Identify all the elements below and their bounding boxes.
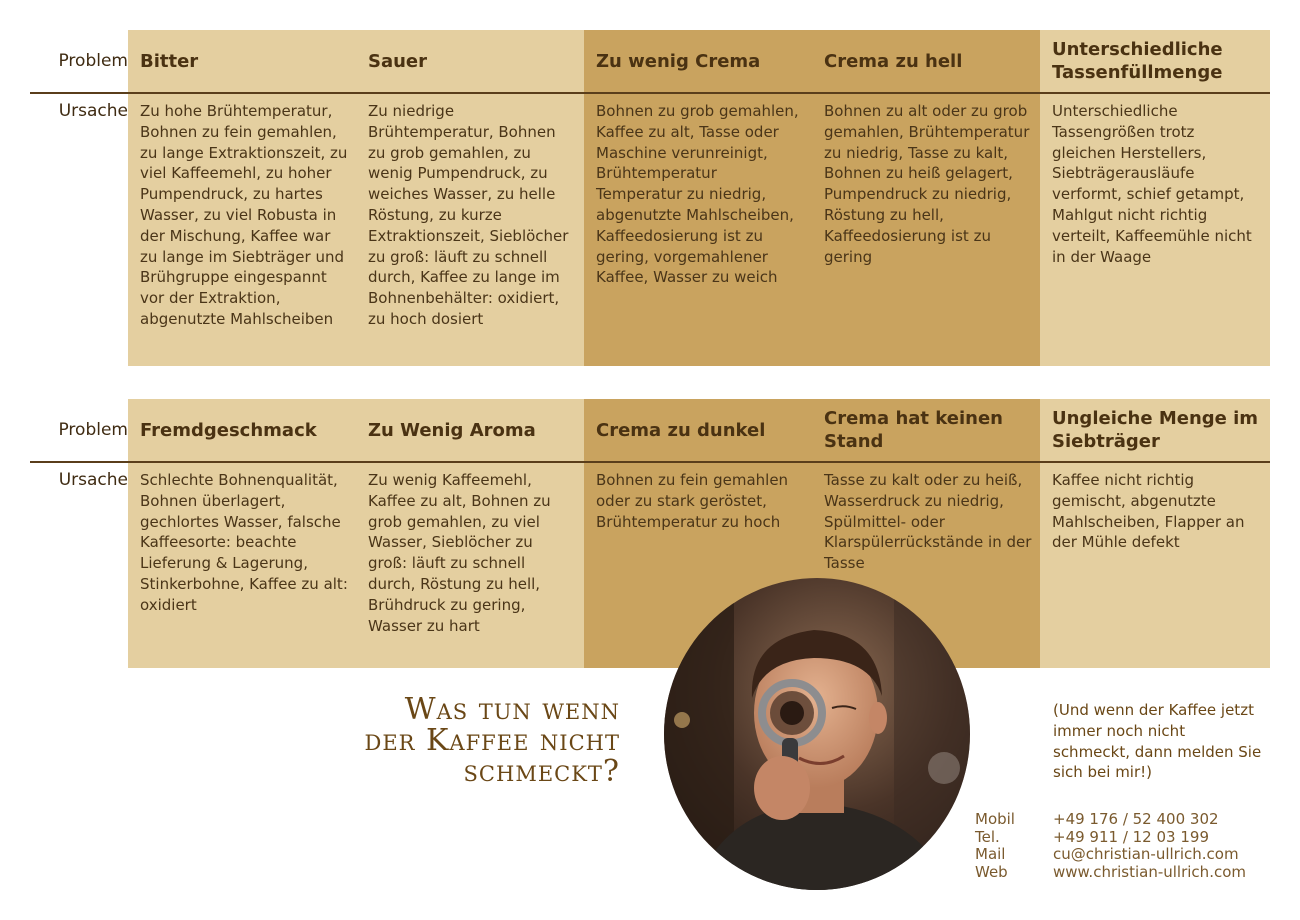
problem-cause: Bohnen zu fein gemahlen oder zu stark geröstet, Brühtemperatur zu hoch bbox=[596, 471, 789, 531]
problem-cause: Zu hohe Brühtemperatur, Bohnen zu fein gemahlen, zu lange Extraktionszeit, zu viel Kaffeemehl, zu hoher Pumpendruck, zu hartes Wasser, zu viel Robusta in der Mischung, Kaffee war zu lange im Siebträger und Brühgruppe eingespannt vor der Extraktion, abgenutzte Mahlscheiben bbox=[140, 102, 348, 328]
problem-title: Fremdgeschmack bbox=[140, 420, 317, 441]
contact-mobile[interactable]: +49 176 / 52 400 302 bbox=[1053, 810, 1219, 828]
contact-row-phone bbox=[975, 829, 1265, 847]
contact-row-web bbox=[975, 864, 1265, 882]
contact-label: Mobil bbox=[975, 810, 1015, 828]
contact-label: Mail bbox=[975, 845, 1006, 863]
barista-illustration bbox=[664, 578, 970, 890]
cause-row-label: Ursache bbox=[58, 470, 128, 490]
problem-column bbox=[1040, 399, 1270, 668]
problem-row-label: Problem bbox=[58, 420, 128, 440]
problem-cause: Zu wenig Kaffeemehl, Kaffee zu alt, Bohnen zu grob gemahlen, zu viel Wasser, Sieblöcher zu groß: läuft zu schnell durch, Röstung zu hell, Brühdruck zu gering, Wasser zu hart bbox=[368, 471, 551, 635]
title-line: schmeckt? bbox=[463, 754, 620, 789]
problem-column bbox=[584, 30, 812, 366]
problem-column bbox=[356, 399, 584, 668]
problem-title: Crema zu hell bbox=[824, 51, 963, 72]
problem-row-label: Problem bbox=[58, 51, 128, 71]
problem-title: Zu Wenig Aroma bbox=[368, 420, 536, 441]
contact-row-mobile bbox=[975, 811, 1265, 829]
problem-title: Crema hat keinen Stand bbox=[824, 408, 1003, 452]
title-line: der Kaffee nicht bbox=[364, 723, 620, 758]
contact-block bbox=[975, 811, 1265, 881]
contact-phone[interactable]: +49 911 / 12 03 199 bbox=[1053, 827, 1209, 846]
contact-label: Tel. bbox=[975, 827, 1000, 846]
barista-photo bbox=[664, 578, 970, 890]
problem-cause: Schlechte Bohnenqualität, Bohnen überlagert, gechlortes Wasser, falsche Kaffeesorte: beachte Lieferung & Lagerung, Stinkerbohne, Kaffee zu alt: oxidiert bbox=[140, 471, 348, 614]
problem-title: Bitter bbox=[140, 51, 199, 72]
problem-cause: Unterschiedliche Tassengrößen trotz gleichen Herstellers, Siebträgerausläufe verformt, schief getampt, Mahlgut nicht richtig verteilt, Kaffeemühle nicht in der Waage bbox=[1052, 102, 1252, 266]
problem-cause: Zu niedrige Brühtemperatur, Bohnen zu grob gemahlen, zu wenig Pumpendruck, zu weiches Wasser, zu helle Röstung, zu kurze Extraktionszeit, Sieblöcher zu groß: läuft zu schnell durch, Kaffee zu lange im Bohnenbehälter: oxidiert, zu hoch dosiert bbox=[368, 102, 569, 328]
cause-row-label: Ursache bbox=[58, 101, 128, 121]
title-line: Was tun wenn bbox=[404, 692, 620, 727]
problem-cause: Tasse zu kalt oder zu heiß, Wasserdruck zu niedrig, Spülmittel- oder Klarspülerrückstände in der Tasse bbox=[824, 471, 1032, 573]
contact-row-mail bbox=[975, 846, 1265, 864]
contact-email-link[interactable]: cu@christian-ullrich.com bbox=[1053, 845, 1239, 863]
problem-title: Crema zu dunkel bbox=[596, 420, 766, 441]
problem-title: Zu wenig Crema bbox=[596, 51, 761, 72]
problem-title: Sauer bbox=[368, 51, 428, 72]
problem-title: Ungleiche Menge im Siebträger bbox=[1052, 408, 1259, 452]
problem-column bbox=[356, 30, 584, 366]
problem-cause: Bohnen zu grob gemahlen, Kaffee zu alt, Tasse oder Maschine verunreinigt, Brühtemperatur Temperatur zu niedrig, abgenutzte Mahlscheiben, Kaffeedosierung ist zu gering, vorgemahlener Kaffee, Wasser zu weich bbox=[596, 102, 799, 287]
contact-label: Web bbox=[975, 862, 1008, 881]
problem-column bbox=[812, 30, 1040, 366]
problem-title: Unterschiedliche Tassenfüllmenge bbox=[1052, 39, 1223, 83]
closing-note: (Und wenn der Kaffee jetzt immer noch nicht schmeckt, dann melden Sie sich bei mir!) bbox=[1053, 701, 1262, 782]
page-title bbox=[365, 694, 621, 787]
problem-column bbox=[128, 399, 356, 668]
contact-web-link[interactable]: www.christian-ullrich.com bbox=[1053, 862, 1246, 881]
problem-cause: Kaffee nicht richtig gemischt, abgenutzte Mahlscheiben, Flapper an der Mühle defekt bbox=[1052, 471, 1245, 552]
problem-cause: Bohnen zu alt oder zu grob gemahlen, Brühtemperatur zu niedrig, Tasse zu kalt, Bohnen zu heiß gelagert, Pumpendruck zu niedrig, Röstung zu hell, Kaffeedosierung ist zu gering bbox=[824, 102, 1030, 266]
problem-column bbox=[128, 30, 356, 366]
problem-column bbox=[1040, 30, 1270, 366]
